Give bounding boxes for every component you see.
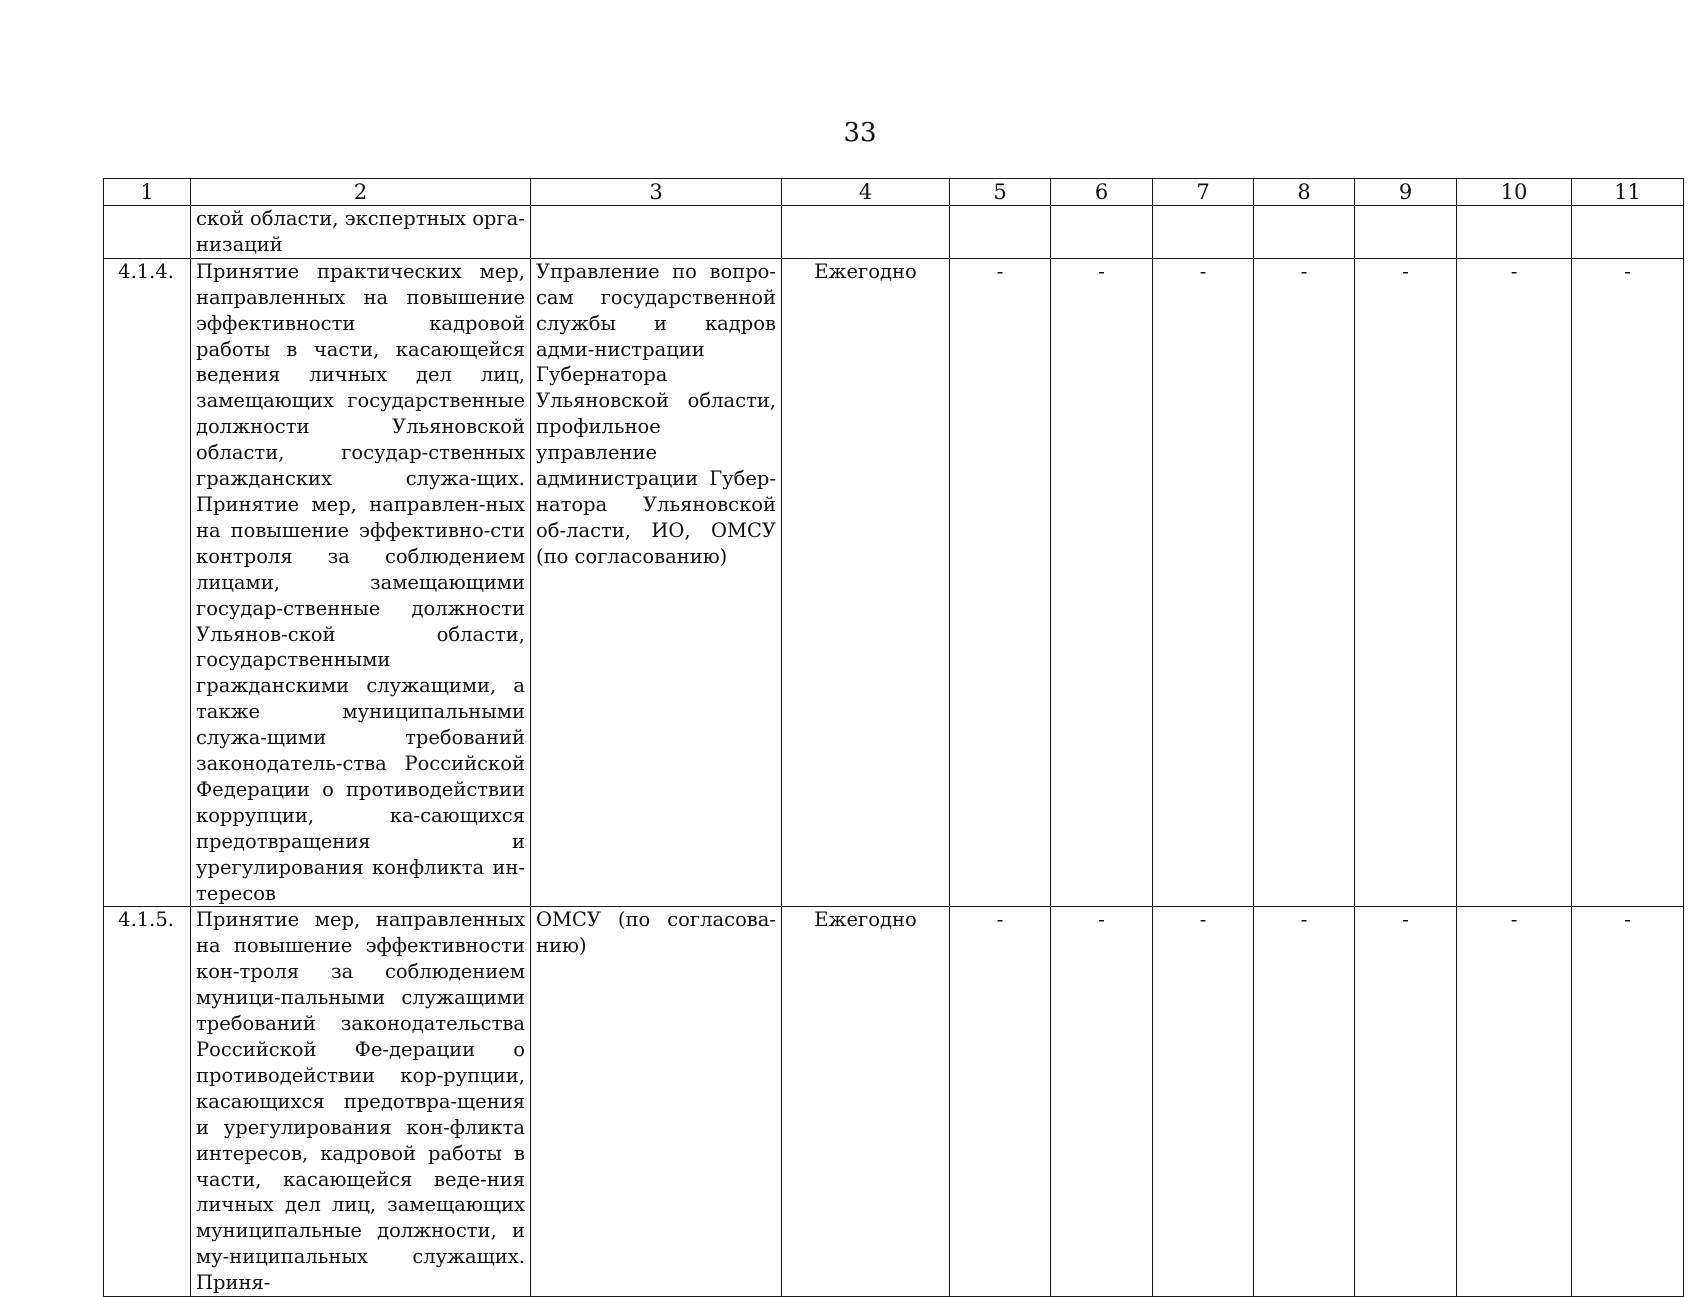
value-cell [1254, 206, 1355, 259]
value-cell: - [1457, 258, 1572, 907]
value-cell [950, 206, 1051, 259]
value-cell: - [950, 907, 1051, 1297]
value-cell: - [1254, 258, 1355, 907]
page-number: 33 [843, 118, 877, 148]
column-number-9: 9 [1355, 179, 1457, 206]
column-number-5: 5 [950, 179, 1051, 206]
table-row [104, 258, 1684, 907]
value-cell: - [1572, 258, 1684, 907]
value-cell [1153, 206, 1254, 259]
value-cell: - [1254, 907, 1355, 1297]
column-number-7: 7 [1153, 179, 1254, 206]
value-cell: - [1153, 907, 1254, 1297]
table-row [104, 206, 1684, 259]
value-cell: - [950, 258, 1051, 907]
value-cell [1355, 206, 1457, 259]
value-cell: - [1572, 907, 1684, 1297]
column-number-10: 10 [1457, 179, 1572, 206]
measure-text: ской области, экспертных орга- низаций [191, 206, 531, 259]
column-number-1: 1 [104, 179, 191, 206]
responsible-text [531, 206, 782, 259]
responsible-text: ОМСУ (по согласова-нию) [531, 907, 782, 1297]
item-number [104, 206, 191, 259]
value-cell: - [1153, 258, 1254, 907]
table-header-row [104, 179, 1684, 206]
measures-table [103, 178, 1684, 1297]
item-number: 4.1.4. [104, 258, 191, 907]
measure-text: Принятие практических мер, направленных на повышение эффективности кадровой работы в части, касающейся ведения личных дел лиц, замещающих государственные должности Ульяновской области, государ-ственных гражданских служа-щих. Принятие мер, направлен-ных на повышение эффективно-сти контроля за соблюдением лицами, замещающими государ-ственные должности Ульянов-ской области, государственными гражданскими служащими, а также муниципальными служа-щими требований законодатель-ства Российской Федерации о противодействии коррупции, ка-сающихся предотвращения и урегулирования конфликта ин-тересов [191, 258, 531, 907]
period-text: Ежегодно [782, 907, 950, 1297]
column-number-2: 2 [191, 179, 531, 206]
column-number-8: 8 [1254, 179, 1355, 206]
value-cell: - [1051, 258, 1153, 907]
table-row [104, 907, 1684, 1297]
value-cell [1457, 206, 1572, 259]
value-cell [1572, 206, 1684, 259]
column-number-11: 11 [1572, 179, 1684, 206]
value-cell: - [1355, 258, 1457, 907]
period-text: Ежегодно [782, 258, 950, 907]
column-number-3: 3 [531, 179, 782, 206]
column-number-4: 4 [782, 179, 950, 206]
measure-text: Принятие мер, направленных на повышение эффективности кон-троля за соблюдением муници-пальными служащими требований законодательства Российской Фе-дерации о противодействии кор-рупции, касающихся предотвра-щения и урегулирования кон-фликта интересов, кадровой работы в части, касающейся веде-ния личных дел лиц, замещающих муниципальные должности, и му-ниципальных служащих. Приня- [191, 907, 531, 1297]
item-number: 4.1.5. [104, 907, 191, 1297]
value-cell: - [1355, 907, 1457, 1297]
value-cell [1051, 206, 1153, 259]
column-number-6: 6 [1051, 179, 1153, 206]
period-text [782, 206, 950, 259]
value-cell: - [1457, 907, 1572, 1297]
value-cell: - [1051, 907, 1153, 1297]
responsible-text: Управление по вопро-сам государственной службы и кадров адми-нистрации Губернатора Ульяновской области, профильное управление администрации Губер-натора Ульяновской об-ласти, ИО, ОМСУ (по согласованию) [531, 258, 782, 907]
